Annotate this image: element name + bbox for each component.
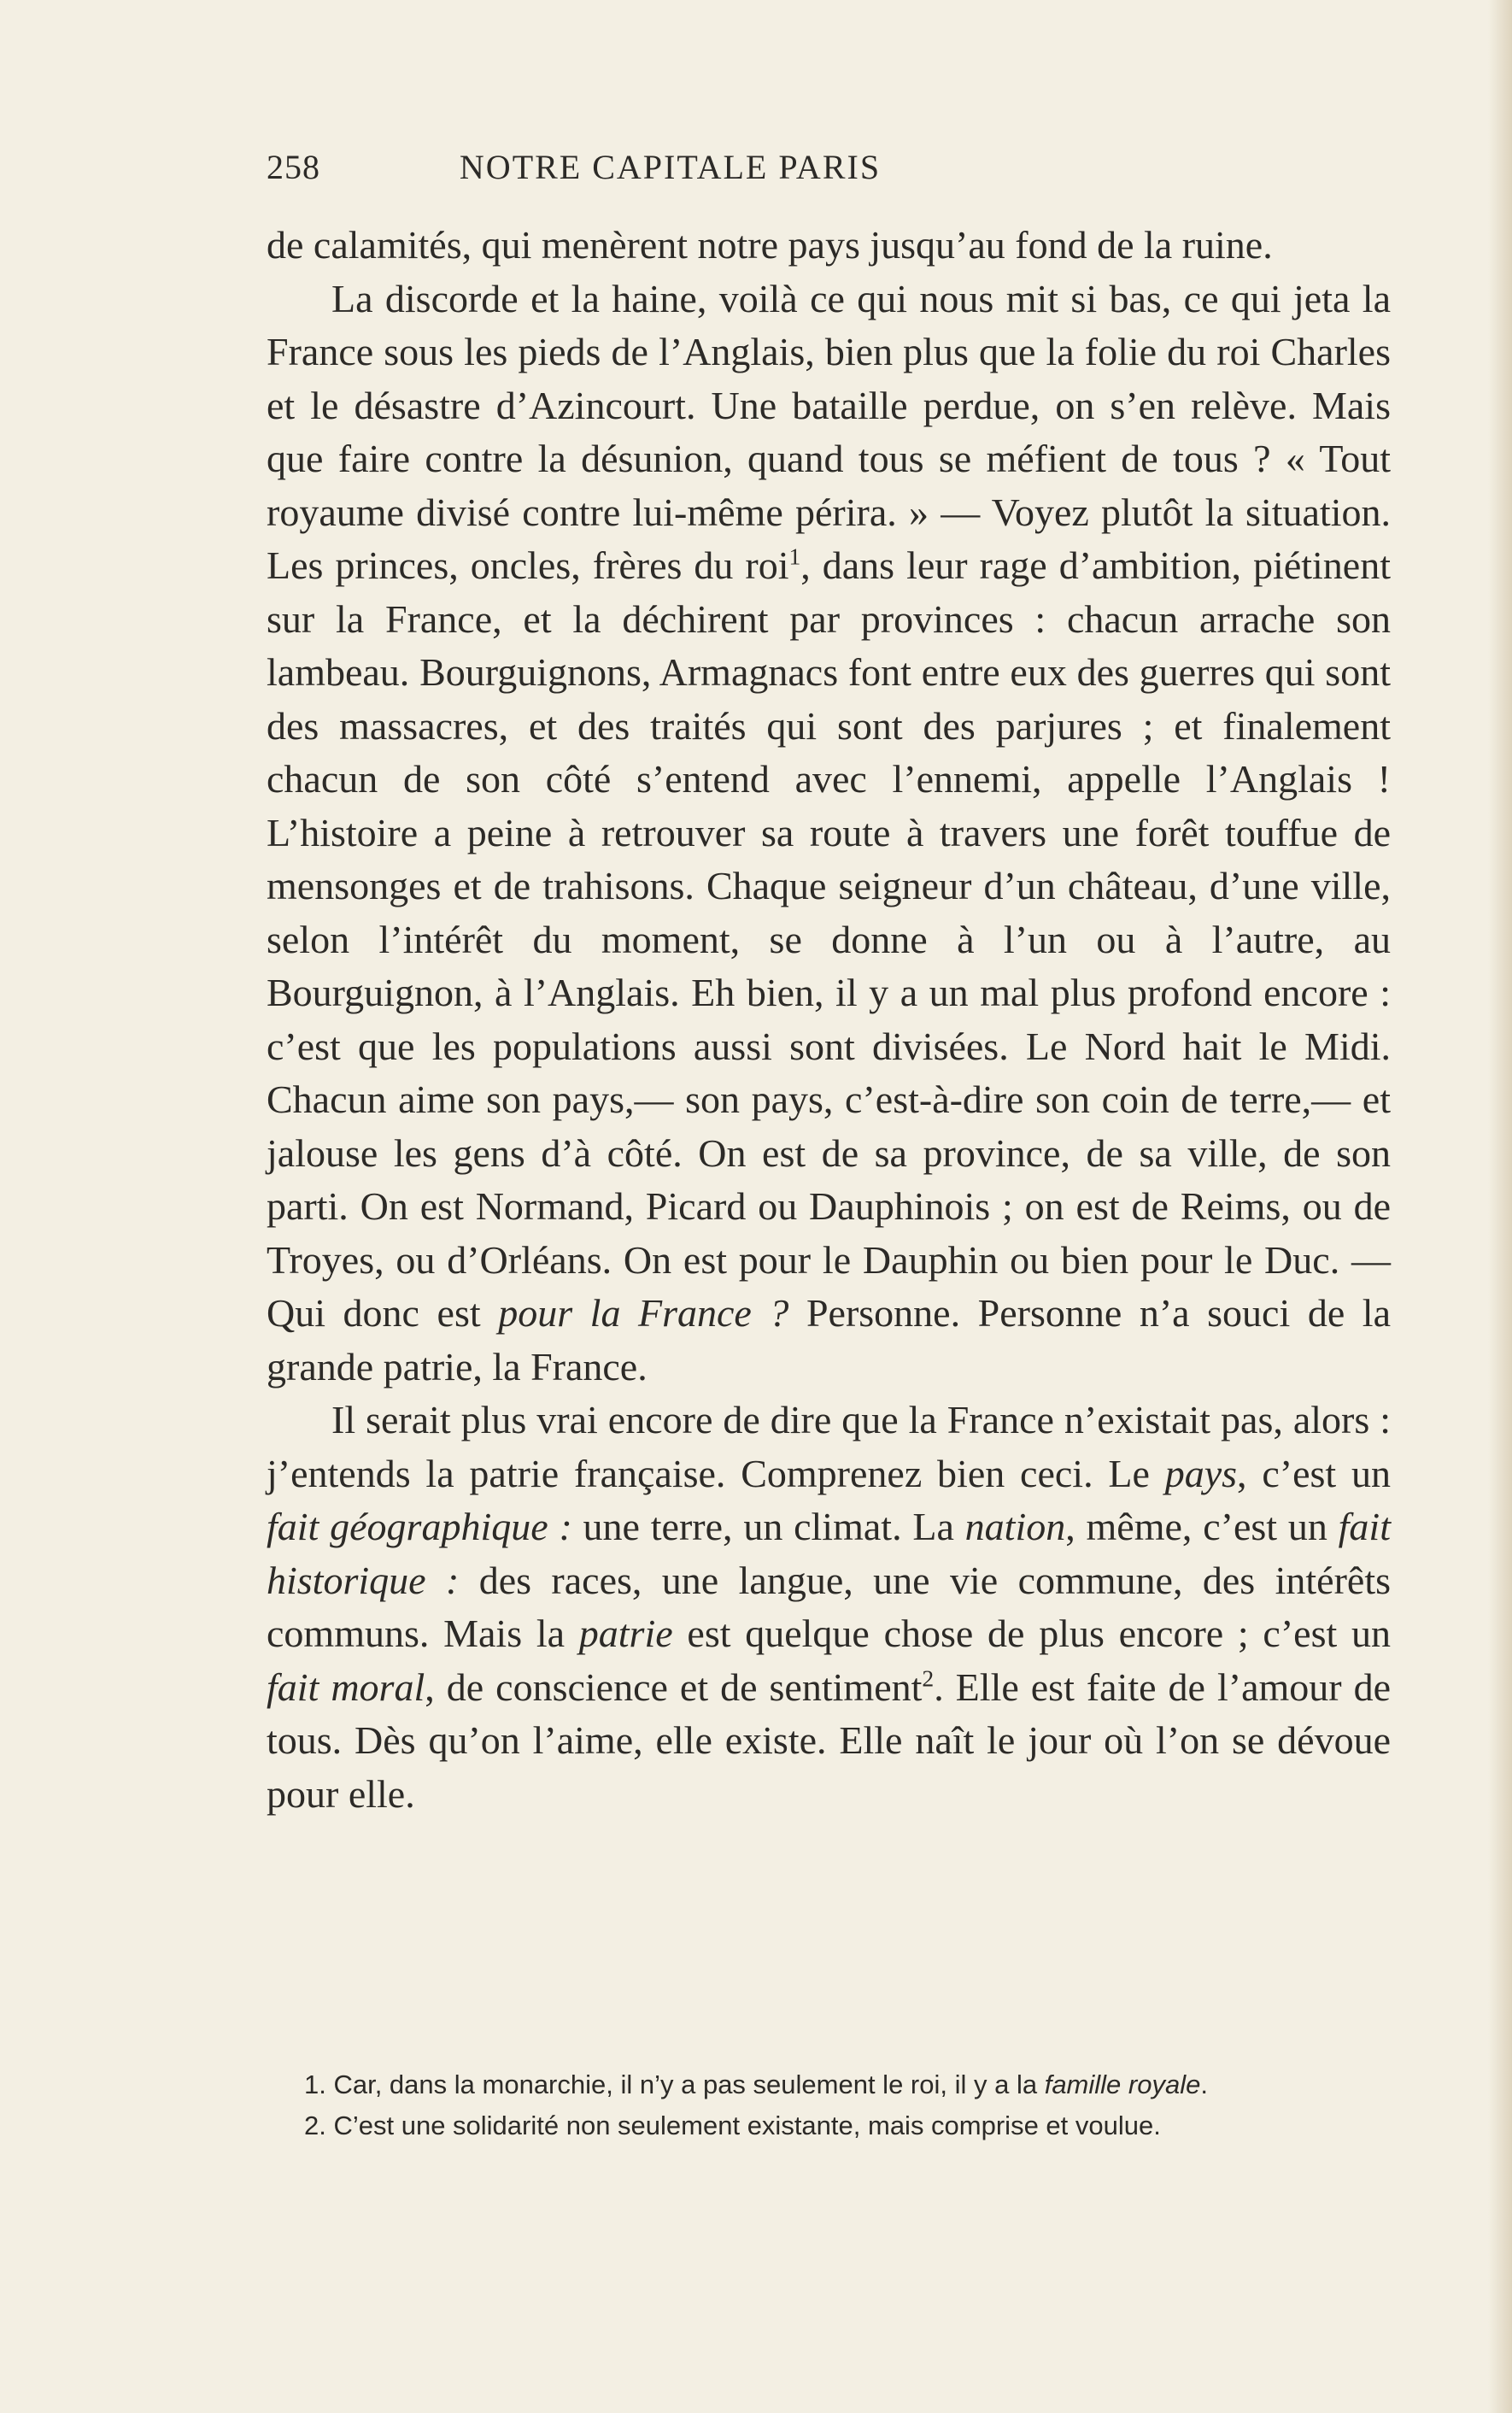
- italic-text: fait géographique :: [267, 1505, 572, 1548]
- paragraph: [267, 273, 1391, 1394]
- footnote-reference: 1: [788, 543, 801, 570]
- text-run: , c’est un: [1237, 1451, 1391, 1495]
- text-run: , de conscience et de sentiment: [425, 1664, 923, 1709]
- italic-text: patrie: [578, 1612, 673, 1655]
- italic-text: fait moral: [267, 1664, 425, 1709]
- italic-text: famille royale: [1044, 2070, 1201, 2099]
- footnotes: [267, 2066, 1391, 2145]
- text-run: Il serait plus vrai encore de dire que la France n’existait pas, alors : j’entends la patrie française. Comprenez bien ceci. Le: [267, 1398, 1391, 1495]
- text-run: , même, c’est un: [1065, 1505, 1339, 1548]
- text-run: , dans leur rage d’ambition, piétinent sur la France, et la déchirent par provinces : chacun arrache son lambeau. Bourguignons, Armagnacs font entre eux des guerres qui sont des massacres, et des traités qui sont des parjures ; et finalement chacun de son côté s’entend avec l’ennemi, appelle l’Anglais ! L’histoire a peine à retrouver sa route à travers une forêt touffue de mensonges et de trahisons. Chaque seigneur d’un château, d’une ville, selon l’intérêt du moment, se donne à l’un ou à l’autre, au Bourguignon, à l’Anglais. Eh bien, il y a un mal plus profond encore : c’est que les populations aussi sont divisées. Le Nord hait le Midi. Chacun aime son pays,— son pays, c’est-à-dire son coin de terre,— et jalouse les gens d’à côté. On est de sa province, de sa ville, de son parti. On est Normand, Picard ou Dauphinois ; on est de Reims, ou de Troyes, ou d’Orléans. On est pour le Dauphin ou bien pour le Duc. — Qui donc est: [267, 543, 1391, 1335]
- page-header: [267, 147, 1074, 190]
- italic-text: nation: [964, 1505, 1066, 1548]
- italic-text: fait historique :: [267, 1505, 1391, 1602]
- text-run: 1. Car, dans la monarchie, il n’y a pas seulement le roi, il y a la: [304, 2070, 1045, 2099]
- page-number: 258: [267, 148, 320, 186]
- footnote: [267, 2066, 1391, 2104]
- paragraph: [267, 1394, 1391, 1821]
- paragraph: [267, 219, 1391, 273]
- text-run: une terre, un climat. La: [571, 1505, 965, 1548]
- text-run: .: [1200, 2070, 1208, 2099]
- italic-text: pays: [1164, 1451, 1238, 1495]
- text-run: 2. C’est une solidarité non seulement existante, mais comprise et voulue.: [304, 2111, 1161, 2140]
- text-run: La discorde et la haine, voilà ce qui nous mit si bas, ce qui jeta la France sous les pieds de l’Anglais, bien plus que la folie du roi Charles et le désastre d’Azincourt. Une bataille perdue, on s’en relève. Mais que faire contre la désunion, quand tous se méfient de tous ? « Tout royaume divisé contre lui-même périra. » — Voyez plutôt la situation. Les princes, oncles, frères du roi: [267, 276, 1391, 587]
- running-title: NOTRE CAPITALE PARIS: [459, 148, 882, 186]
- text-run: . Elle est faite de l’amour de tous. Dès qu’on l’aime, elle existe. Elle naît le jour où l’on se dévoue pour elle.: [267, 1664, 1391, 1816]
- footnote-reference: 2: [922, 1664, 935, 1692]
- footnote: [267, 2107, 1391, 2145]
- page-edge-shadow: [1488, 0, 1512, 2413]
- text-run: est quelque chose de plus encore ; c’est un: [672, 1612, 1391, 1655]
- body-text: [267, 219, 1391, 1821]
- text-run: Personne. Personne n’a souci de la grande patrie, la France.: [267, 1291, 1391, 1389]
- text-run: de calamités, qui menèrent notre pays jusqu’au fond de la ruine.: [267, 223, 1273, 267]
- italic-text: pour la France ?: [498, 1291, 789, 1335]
- text-run: des races, une langue, une vie commune, des intérêts communs. Mais la: [267, 1558, 1391, 1655]
